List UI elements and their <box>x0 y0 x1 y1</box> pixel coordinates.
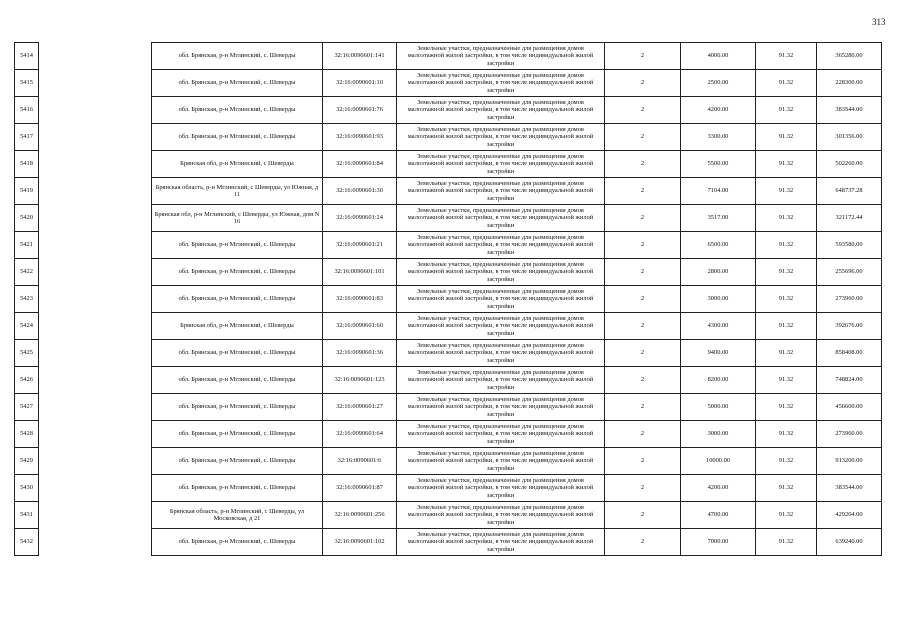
cadastral-value-cell: 593580.00 <box>817 232 882 259</box>
cadastral-value-cell: 639240.00 <box>817 529 882 556</box>
row-number-cell: 5415 <box>15 70 39 97</box>
row-number-cell: 5414 <box>15 43 39 70</box>
spacer-cell <box>39 475 152 502</box>
address-cell: обл. Брянская, р-н Мглинский, с. Шеверды <box>152 259 323 286</box>
table-row <box>15 97 882 124</box>
cadastral-number-cell: 32:16:0090601:10 <box>323 70 397 97</box>
land-use-cell: Земельные участки, предназначенные для размещения домов малоэтажной жилой застройки, в том числе индивидуальной жилой застройки <box>397 232 605 259</box>
cadastral-number-cell: 32:16:0090601:24 <box>323 205 397 232</box>
rate-cell: 91.32 <box>756 475 817 502</box>
cadastral-number-cell: 32:16:0090601:30 <box>323 178 397 205</box>
table-body <box>15 43 882 556</box>
cadastral-number-cell: 32:16:0090601:6 <box>323 448 397 475</box>
land-use-cell: Земельные участки, предназначенные для размещения домов малоэтажной жилой застройки, в том числе индивидуальной жилой застройки <box>397 340 605 367</box>
group-cell: 2 <box>605 97 681 124</box>
address-cell: обл. Брянская, р-н Мглинский, с. Шеверды <box>152 286 323 313</box>
rate-cell: 91.32 <box>756 232 817 259</box>
table-row <box>15 232 882 259</box>
group-cell: 2 <box>605 151 681 178</box>
area-cell: 4200.00 <box>681 97 756 124</box>
row-number-cell: 5430 <box>15 475 39 502</box>
spacer-cell <box>39 97 152 124</box>
land-use-cell: Земельные участки, предназначенные для размещения домов малоэтажной жилой застройки, в том числе индивидуальной жилой застройки <box>397 421 605 448</box>
row-number-cell: 5425 <box>15 340 39 367</box>
spacer-cell <box>39 529 152 556</box>
table-row <box>15 367 882 394</box>
spacer-cell <box>39 394 152 421</box>
cadastral-number-cell: 32:16:0090601:141 <box>323 43 397 70</box>
spacer-cell <box>39 232 152 259</box>
spacer-cell <box>39 448 152 475</box>
land-use-cell: Земельные участки, предназначенные для размещения домов малоэтажной жилой застройки, в том числе индивидуальной жилой застройки <box>397 178 605 205</box>
cadastral-number-cell: 32:16:0090601:87 <box>323 475 397 502</box>
group-cell: 2 <box>605 475 681 502</box>
cadastral-value-cell: 392676.00 <box>817 313 882 340</box>
address-cell: обл. Брянская, р-н Мглинский, с. Шеверды <box>152 475 323 502</box>
land-use-cell: Земельные участки, предназначенные для размещения домов малоэтажной жилой застройки, в том числе индивидуальной жилой застройки <box>397 259 605 286</box>
group-cell: 2 <box>605 394 681 421</box>
row-number-cell: 5423 <box>15 286 39 313</box>
address-cell: обл. Брянская, р-н Мглинский, с. Шеверды <box>152 340 323 367</box>
land-use-cell: Земельные участки, предназначенные для размещения домов малоэтажной жилой застройки, в том числе индивидуальной жилой застройки <box>397 529 605 556</box>
group-cell: 2 <box>605 367 681 394</box>
area-cell: 2500.00 <box>681 70 756 97</box>
row-number-cell: 5431 <box>15 502 39 529</box>
row-number-cell: 5419 <box>15 178 39 205</box>
group-cell: 2 <box>605 502 681 529</box>
table-row <box>15 502 882 529</box>
land-use-cell: Земельные участки, предназначенные для размещения домов малоэтажной жилой застройки, в том числе индивидуальной жилой застройки <box>397 124 605 151</box>
land-use-cell: Земельные участки, предназначенные для размещения домов малоэтажной жилой застройки, в том числе индивидуальной жилой застройки <box>397 448 605 475</box>
row-number-cell: 5432 <box>15 529 39 556</box>
table-row <box>15 448 882 475</box>
land-use-cell: Земельные участки, предназначенные для размещения домов малоэтажной жилой застройки, в том числе индивидуальной жилой застройки <box>397 394 605 421</box>
group-cell: 2 <box>605 43 681 70</box>
spacer-cell <box>39 205 152 232</box>
spacer-cell <box>39 124 152 151</box>
table-row <box>15 70 882 97</box>
area-cell: 6500.00 <box>681 232 756 259</box>
cadastral-number-cell: 32:16:0090601:27 <box>323 394 397 421</box>
rate-cell: 91.32 <box>756 178 817 205</box>
area-cell: 9400.00 <box>681 340 756 367</box>
rate-cell: 91.32 <box>756 70 817 97</box>
table-row <box>15 205 882 232</box>
group-cell: 2 <box>605 124 681 151</box>
area-cell: 4000.00 <box>681 43 756 70</box>
cadastral-value-cell: 273960.00 <box>817 286 882 313</box>
row-number-cell: 5418 <box>15 151 39 178</box>
rate-cell: 91.32 <box>756 124 817 151</box>
table-row <box>15 259 882 286</box>
row-number-cell: 5421 <box>15 232 39 259</box>
group-cell: 2 <box>605 340 681 367</box>
area-cell: 3000.00 <box>681 421 756 448</box>
cadastral-value-cell: 383544.00 <box>817 475 882 502</box>
spacer-cell <box>39 502 152 529</box>
table-row <box>15 313 882 340</box>
row-number-cell: 5417 <box>15 124 39 151</box>
rate-cell: 91.32 <box>756 394 817 421</box>
rate-cell: 91.32 <box>756 367 817 394</box>
cadastral-value-cell: 273960.00 <box>817 421 882 448</box>
group-cell: 2 <box>605 313 681 340</box>
cadastral-number-cell: 32:16:0090601:101 <box>323 259 397 286</box>
cadastral-value-cell: 429204.00 <box>817 502 882 529</box>
cadastral-number-cell: 32:16:0090601:84 <box>323 151 397 178</box>
address-cell: обл. Брянская, р-н Мглинский, с. Шеверды <box>152 394 323 421</box>
spacer-cell <box>39 259 152 286</box>
row-number-cell: 5428 <box>15 421 39 448</box>
area-cell: 2800.00 <box>681 259 756 286</box>
address-cell: обл. Брянская, р-н Мглинский, с. Шеверды <box>152 97 323 124</box>
cadastral-value-cell: 255696.00 <box>817 259 882 286</box>
rate-cell: 91.32 <box>756 448 817 475</box>
land-use-cell: Земельные участки, предназначенные для размещения домов малоэтажной жилой застройки, в том числе индивидуальной жилой застройки <box>397 367 605 394</box>
spacer-cell <box>39 421 152 448</box>
address-cell: обл. Брянская, р-н Мглинский, с. Шеверды <box>152 124 323 151</box>
address-cell: обл. Брянская, р-н Мглинский, с. Шеверды <box>152 421 323 448</box>
row-number-cell: 5424 <box>15 313 39 340</box>
spacer-cell <box>39 340 152 367</box>
area-cell: 8200.00 <box>681 367 756 394</box>
cadastral-number-cell: 32:16:0090601:256 <box>323 502 397 529</box>
table-row <box>15 124 882 151</box>
area-cell: 3300.00 <box>681 124 756 151</box>
page-number: 313 <box>872 17 886 27</box>
table-row <box>15 178 882 205</box>
cadastral-number-cell: 32:16:0090601:123 <box>323 367 397 394</box>
address-cell: обл. Брянская, р-н Мглинский, с. Шеверды <box>152 448 323 475</box>
address-cell: обл. Брянская, р-н Мглинский, с. Шеверды <box>152 43 323 70</box>
land-use-cell: Земельные участки, предназначенные для размещения домов малоэтажной жилой застройки, в том числе индивидуальной жилой застройки <box>397 475 605 502</box>
area-cell: 5500.00 <box>681 151 756 178</box>
cadastral-number-cell: 32:16:0090601:102 <box>323 529 397 556</box>
area-cell: 4200.00 <box>681 475 756 502</box>
row-number-cell: 5429 <box>15 448 39 475</box>
table-row <box>15 151 882 178</box>
group-cell: 2 <box>605 448 681 475</box>
table-row <box>15 43 882 70</box>
rate-cell: 91.32 <box>756 340 817 367</box>
rate-cell: 91.32 <box>756 421 817 448</box>
row-number-cell: 5427 <box>15 394 39 421</box>
address-cell: обл. Брянская, р-н Мглинский, с. Шеверды <box>152 232 323 259</box>
group-cell: 2 <box>605 286 681 313</box>
address-cell: Брянская обл, р-н Мглинский, с Шеверды <box>152 151 323 178</box>
land-use-cell: Земельные участки, предназначенные для размещения домов малоэтажной жилой застройки, в том числе индивидуальной жилой застройки <box>397 286 605 313</box>
spacer-cell <box>39 286 152 313</box>
land-use-cell: Земельные участки, предназначенные для размещения домов малоэтажной жилой застройки, в том числе индивидуальной жилой застройки <box>397 205 605 232</box>
group-cell: 2 <box>605 421 681 448</box>
cadastral-number-cell: 32:16:0090601:93 <box>323 124 397 151</box>
cadastral-number-cell: 32:16:0090601:76 <box>323 97 397 124</box>
land-use-cell: Земельные участки, предназначенные для размещения домов малоэтажной жилой застройки, в том числе индивидуальной жилой застройки <box>397 97 605 124</box>
address-cell: Брянская обл, р-н Мглинский, с Шеверды, ул Южная, дом N 16 <box>152 205 323 232</box>
address-cell: Брянская область, р-н Мглинский, с Шеверды, ул Московская, д 21 <box>152 502 323 529</box>
cadastral-number-cell: 32:16:0090601:21 <box>323 232 397 259</box>
spacer-cell <box>39 151 152 178</box>
cadastral-value-cell: 365280.00 <box>817 43 882 70</box>
land-registry-table <box>14 42 882 556</box>
area-cell: 10000.00 <box>681 448 756 475</box>
land-use-cell: Земельные участки, предназначенные для размещения домов малоэтажной жилой застройки, в том числе индивидуальной жилой застройки <box>397 151 605 178</box>
cadastral-value-cell: 648737.28 <box>817 178 882 205</box>
cadastral-number-cell: 32:16:0090601:36 <box>323 340 397 367</box>
cadastral-number-cell: 32:16:0090601:64 <box>323 421 397 448</box>
cadastral-value-cell: 383544.00 <box>817 97 882 124</box>
area-cell: 3000.00 <box>681 286 756 313</box>
rate-cell: 91.32 <box>756 502 817 529</box>
area-cell: 5000.00 <box>681 394 756 421</box>
spacer-cell <box>39 43 152 70</box>
cadastral-value-cell: 913200.00 <box>817 448 882 475</box>
group-cell: 2 <box>605 259 681 286</box>
table-row <box>15 421 882 448</box>
row-number-cell: 5416 <box>15 97 39 124</box>
rate-cell: 91.32 <box>756 205 817 232</box>
area-cell: 4300.00 <box>681 313 756 340</box>
table-row <box>15 475 882 502</box>
row-number-cell: 5420 <box>15 205 39 232</box>
spacer-cell <box>39 178 152 205</box>
group-cell: 2 <box>605 232 681 259</box>
address-cell: Брянская область, р-н Мглинский, с Шеверды, ул Южная, д 11 <box>152 178 323 205</box>
area-cell: 3517.00 <box>681 205 756 232</box>
area-cell: 7000.00 <box>681 529 756 556</box>
table-row <box>15 529 882 556</box>
land-use-cell: Земельные участки, предназначенные для размещения домов малоэтажной жилой застройки, в том числе индивидуальной жилой застройки <box>397 313 605 340</box>
row-number-cell: 5422 <box>15 259 39 286</box>
address-cell: обл. Брянская, р-н Мглинский, с. Шеверды <box>152 367 323 394</box>
cadastral-value-cell: 502260.00 <box>817 151 882 178</box>
group-cell: 2 <box>605 205 681 232</box>
cadastral-value-cell: 301356.00 <box>817 124 882 151</box>
table-row <box>15 286 882 313</box>
area-cell: 7104.00 <box>681 178 756 205</box>
spacer-cell <box>39 70 152 97</box>
table-row <box>15 340 882 367</box>
area-cell: 4700.00 <box>681 502 756 529</box>
group-cell: 2 <box>605 178 681 205</box>
cadastral-value-cell: 858408.00 <box>817 340 882 367</box>
rate-cell: 91.32 <box>756 313 817 340</box>
rate-cell: 91.32 <box>756 286 817 313</box>
land-use-cell: Земельные участки, предназначенные для размещения домов малоэтажной жилой застройки, в том числе индивидуальной жилой застройки <box>397 502 605 529</box>
spacer-cell <box>39 367 152 394</box>
group-cell: 2 <box>605 70 681 97</box>
table-row <box>15 394 882 421</box>
cadastral-value-cell: 748824.00 <box>817 367 882 394</box>
cadastral-value-cell: 321172.44 <box>817 205 882 232</box>
rate-cell: 91.32 <box>756 259 817 286</box>
rate-cell: 91.32 <box>756 529 817 556</box>
group-cell: 2 <box>605 529 681 556</box>
spacer-cell <box>39 313 152 340</box>
address-cell: обл. Брянская, р-н Мглинский, с. Шеверды <box>152 70 323 97</box>
rate-cell: 91.32 <box>756 97 817 124</box>
address-cell: обл. Брянская, р-н Мглинский, с. Шеверды <box>152 529 323 556</box>
cadastral-value-cell: 456600.00 <box>817 394 882 421</box>
row-number-cell: 5426 <box>15 367 39 394</box>
cadastral-number-cell: 32:16:0090601:60 <box>323 313 397 340</box>
cadastral-number-cell: 32:16:0090601:83 <box>323 286 397 313</box>
cadastral-value-cell: 228300.00 <box>817 70 882 97</box>
rate-cell: 91.32 <box>756 43 817 70</box>
rate-cell: 91.32 <box>756 151 817 178</box>
land-use-cell: Земельные участки, предназначенные для размещения домов малоэтажной жилой застройки, в том числе индивидуальной жилой застройки <box>397 70 605 97</box>
address-cell: Брянская обл, р-н Мглинский, с Шеверды <box>152 313 323 340</box>
land-use-cell: Земельные участки, предназначенные для размещения домов малоэтажной жилой застройки, в том числе индивидуальной жилой застройки <box>397 43 605 70</box>
